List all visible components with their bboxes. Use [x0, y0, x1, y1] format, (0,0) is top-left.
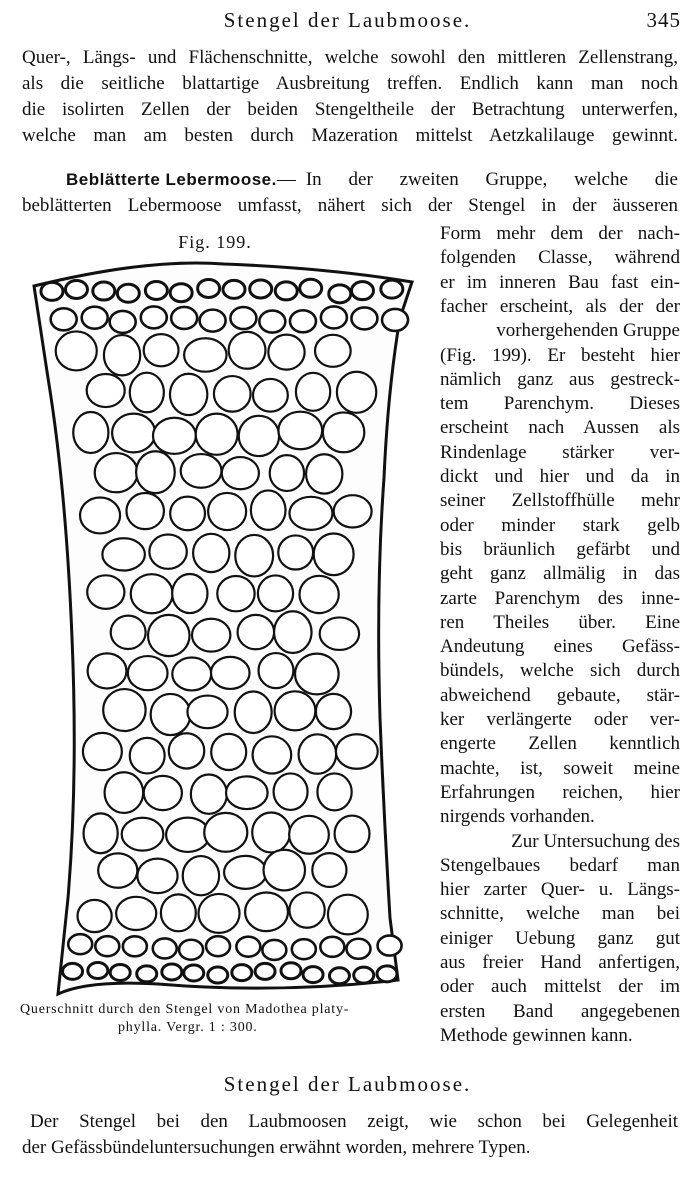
cell [235, 691, 272, 732]
cell [191, 775, 227, 814]
cell [170, 374, 207, 415]
cell [278, 535, 313, 569]
cell [208, 967, 228, 983]
cell [354, 967, 374, 983]
cell [117, 284, 139, 302]
cell [184, 965, 204, 981]
cell [193, 534, 229, 572]
cell [230, 307, 256, 329]
cell [316, 694, 351, 729]
cell [300, 279, 322, 297]
page-number: 345 [646, 8, 681, 32]
cell [328, 895, 368, 935]
cell [80, 497, 120, 533]
cell [252, 813, 290, 853]
cell [56, 331, 97, 370]
cell [289, 497, 332, 530]
cell [251, 490, 286, 529]
cell [211, 734, 246, 770]
intro-line-4 [22, 124, 678, 148]
cell [274, 773, 308, 810]
cell [296, 373, 330, 411]
cell [116, 897, 156, 930]
cell [87, 374, 125, 407]
cell [290, 310, 316, 332]
column-line: dickt und hier und da in [440, 466, 680, 487]
cell [329, 968, 349, 984]
cell [315, 335, 351, 367]
column-line: Erfahrungen reichen, hier [440, 782, 680, 803]
cell [299, 734, 337, 773]
cell [275, 282, 297, 300]
cell [179, 940, 203, 960]
cell [206, 936, 230, 956]
column-line: geht ganz allmälig in das [440, 563, 680, 584]
cell [122, 818, 164, 851]
cell [130, 738, 165, 774]
column-line: Stengelbaues bedarf man [440, 855, 680, 876]
cell [236, 937, 260, 957]
cell [351, 307, 377, 329]
cell [334, 495, 372, 527]
cell [312, 853, 346, 887]
column-line: Rindenlage stärker ver- [440, 442, 680, 463]
cell [295, 654, 339, 695]
cell [104, 335, 140, 375]
figure-caption-line-1: Querschnitt durch den Stengel von Madothea platy- [20, 1002, 350, 1017]
cell [351, 282, 373, 300]
cell [171, 307, 197, 329]
cell [229, 332, 266, 369]
column-line: zarte Parenchym des inne- [440, 588, 680, 609]
cell [306, 454, 342, 493]
cell [110, 964, 130, 980]
column-line: nirgends vorhanden. [440, 806, 595, 827]
cell [130, 373, 164, 413]
column-line: folgenden Classe, während [440, 247, 680, 268]
cell [275, 691, 316, 730]
section-heading-laub: Stengel der Laubmoose. [223, 1072, 472, 1096]
cell [144, 334, 179, 366]
cell [198, 279, 220, 297]
cell [105, 772, 144, 813]
column-line: ren Theiles über. Eine [440, 612, 680, 633]
cell [141, 306, 167, 328]
cell [337, 372, 376, 413]
cell [259, 311, 285, 333]
figure-stem-cross-section [28, 258, 420, 998]
cell [153, 938, 177, 958]
cell [238, 615, 274, 649]
cell [314, 534, 354, 576]
cell [289, 892, 324, 927]
column-line: hier zarter Quer- u. Längs- [440, 879, 680, 900]
cell [223, 280, 245, 298]
intro-line-1: Quer-, Längs- und Flächenschnitte, welche sowohl den mittleren Zellenstrang, [22, 47, 678, 68]
cell [103, 689, 145, 731]
cell [110, 311, 136, 333]
cell [278, 412, 322, 450]
cell [41, 282, 63, 300]
cell [102, 538, 145, 570]
figure-caption-line-2: phylla. Vergr. 1 : 300. [118, 1020, 258, 1035]
cell [184, 338, 226, 371]
cell [84, 813, 118, 853]
cell [88, 963, 108, 979]
cell [126, 493, 163, 529]
running-head [0, 6, 695, 36]
cell [239, 416, 279, 456]
cell [136, 451, 175, 493]
column-line: ker verlängerte oder ver- [440, 709, 680, 730]
cell [382, 309, 408, 331]
column-line: (Fig. 199). Er besteht hier [440, 345, 680, 366]
cell [51, 308, 77, 330]
leber-first-line-rest: In der zweiten Gruppe, welche die [305, 169, 678, 190]
column-line: seiner Zellstoffhülle mehr [440, 490, 680, 511]
column-line: oder minder stark gelb [440, 515, 680, 536]
section-heading-leber: Beblätterte Lebermoose. [66, 170, 277, 189]
cell [320, 617, 359, 650]
cell [187, 696, 227, 729]
cell [95, 936, 119, 956]
running-title: Stengel der Laubmoose. [223, 8, 472, 32]
column-line: engerte Zellen kenntlich [440, 733, 680, 754]
cell [88, 653, 127, 688]
cell [347, 939, 371, 959]
cell [211, 657, 250, 689]
cell [112, 414, 155, 453]
cell [264, 850, 305, 891]
cell [65, 280, 87, 298]
cell [181, 454, 222, 488]
cell [222, 457, 259, 489]
cell [166, 818, 209, 852]
cell [245, 892, 288, 931]
cell [381, 280, 403, 298]
column-line: Andeutung eines Gefäss- [440, 636, 680, 657]
cell [144, 776, 182, 810]
column-line: erscheint nach Aussen als [440, 417, 680, 438]
cell [83, 733, 122, 770]
figure-label: Fig. 199. [178, 232, 252, 252]
cell [172, 574, 207, 613]
cell [200, 310, 226, 332]
cell [303, 967, 323, 983]
column-line: bis bräunlich gefärbt und [440, 539, 680, 560]
cell [151, 694, 191, 735]
column-line: machte, ist, soweit meine [440, 758, 680, 779]
cell [78, 900, 112, 932]
cell [217, 576, 254, 611]
cell [250, 280, 272, 298]
cell [196, 414, 238, 455]
cell [63, 963, 83, 979]
cell [137, 966, 157, 982]
column-line: Form mehr dem der nach- [440, 223, 680, 244]
cell [377, 966, 397, 982]
cell [148, 615, 190, 656]
cell [329, 285, 351, 303]
cell [82, 307, 108, 329]
cell [320, 937, 344, 957]
cell [161, 894, 196, 931]
cell [162, 964, 182, 980]
cell [183, 856, 219, 895]
cell [378, 936, 402, 956]
cell [137, 859, 177, 893]
column-line: er im inneren Bau fast ein- [440, 272, 680, 293]
column-line: schnitte, welche man bei [440, 903, 680, 924]
cell [149, 535, 186, 569]
column-line: Zur Untersuchung des [511, 831, 680, 852]
cell [336, 734, 378, 769]
cell [262, 940, 286, 960]
cell [198, 894, 239, 933]
leber-first-line [66, 168, 678, 192]
cell [172, 658, 211, 691]
cell [299, 576, 338, 613]
cell [253, 736, 292, 773]
cell [153, 418, 196, 454]
cell [292, 939, 316, 959]
cell [95, 453, 138, 492]
cell [321, 306, 347, 328]
column-line: tem Parenchym. Dieses [440, 393, 680, 414]
cell [87, 575, 124, 609]
cell [232, 965, 252, 981]
cell [253, 379, 288, 412]
cell [131, 574, 173, 613]
cell [224, 856, 266, 889]
cell [255, 963, 275, 979]
cell [204, 813, 247, 852]
cell [274, 611, 311, 653]
column-line: nämlich ganz aus gestreck- [440, 369, 680, 390]
column-line: Methode gewinnen kann. [440, 1025, 633, 1046]
cell [268, 335, 304, 370]
stem-cross-section-drawing [28, 258, 420, 998]
cell [323, 412, 365, 452]
intro-line-2: als die seitliche blattartige Ausbreitung treffen. Endlich kann man noch [22, 73, 678, 94]
cell [235, 535, 273, 576]
intro-line-3: die isolirten Zellen der beiden Stengeltheile der Betrachtung unterwerfen, [22, 99, 678, 120]
cell [98, 853, 137, 887]
cell [208, 493, 246, 530]
cell [259, 653, 294, 688]
leber-second-line: beblätterten Lebermoose umfasst, nähert sich der Stengel in der äusseren [22, 195, 678, 216]
cell [128, 656, 168, 690]
cell [270, 455, 304, 491]
column-line: einiger Uebung ganz gut [440, 928, 680, 949]
heading-dash: — [276, 169, 296, 190]
column-line: vorhergehenden Gruppe [496, 320, 680, 341]
cell [170, 497, 205, 531]
laub-line-2: der Gefässbündeluntersuchungen erwähnt worden, mehrere Typen. [22, 1137, 531, 1158]
cell [170, 284, 192, 302]
cell [111, 616, 146, 649]
column-line: facher erscheint, als der der [440, 296, 680, 317]
cell [123, 936, 147, 956]
cell [317, 773, 351, 810]
intro-line-4-text: welche man am besten durch Mazeration mittelst Aetzkalilauge gewinnt. [22, 125, 678, 146]
cell [169, 733, 204, 768]
cell [68, 934, 92, 954]
laub-line-1: Der Stengel bei den Laubmoosen zeigt, wie schon bei Gelegenheit [30, 1111, 678, 1132]
column-line: aus freier Hand anfertigen, [440, 952, 680, 973]
column-line: abweichend gebaute, stär- [440, 685, 680, 706]
column-line: bündels, welche sich durch [440, 660, 680, 681]
cell [289, 816, 329, 854]
column-line: oder auch mittelst der im [440, 976, 680, 997]
cell [281, 963, 301, 979]
cell [192, 619, 230, 652]
cell [93, 282, 115, 300]
cell [226, 776, 268, 809]
cell [258, 575, 293, 611]
column-line: ersten Band angegebenen [440, 1001, 680, 1022]
cell [214, 376, 251, 412]
cell [145, 281, 167, 299]
cell [73, 412, 108, 453]
cell [335, 816, 370, 852]
